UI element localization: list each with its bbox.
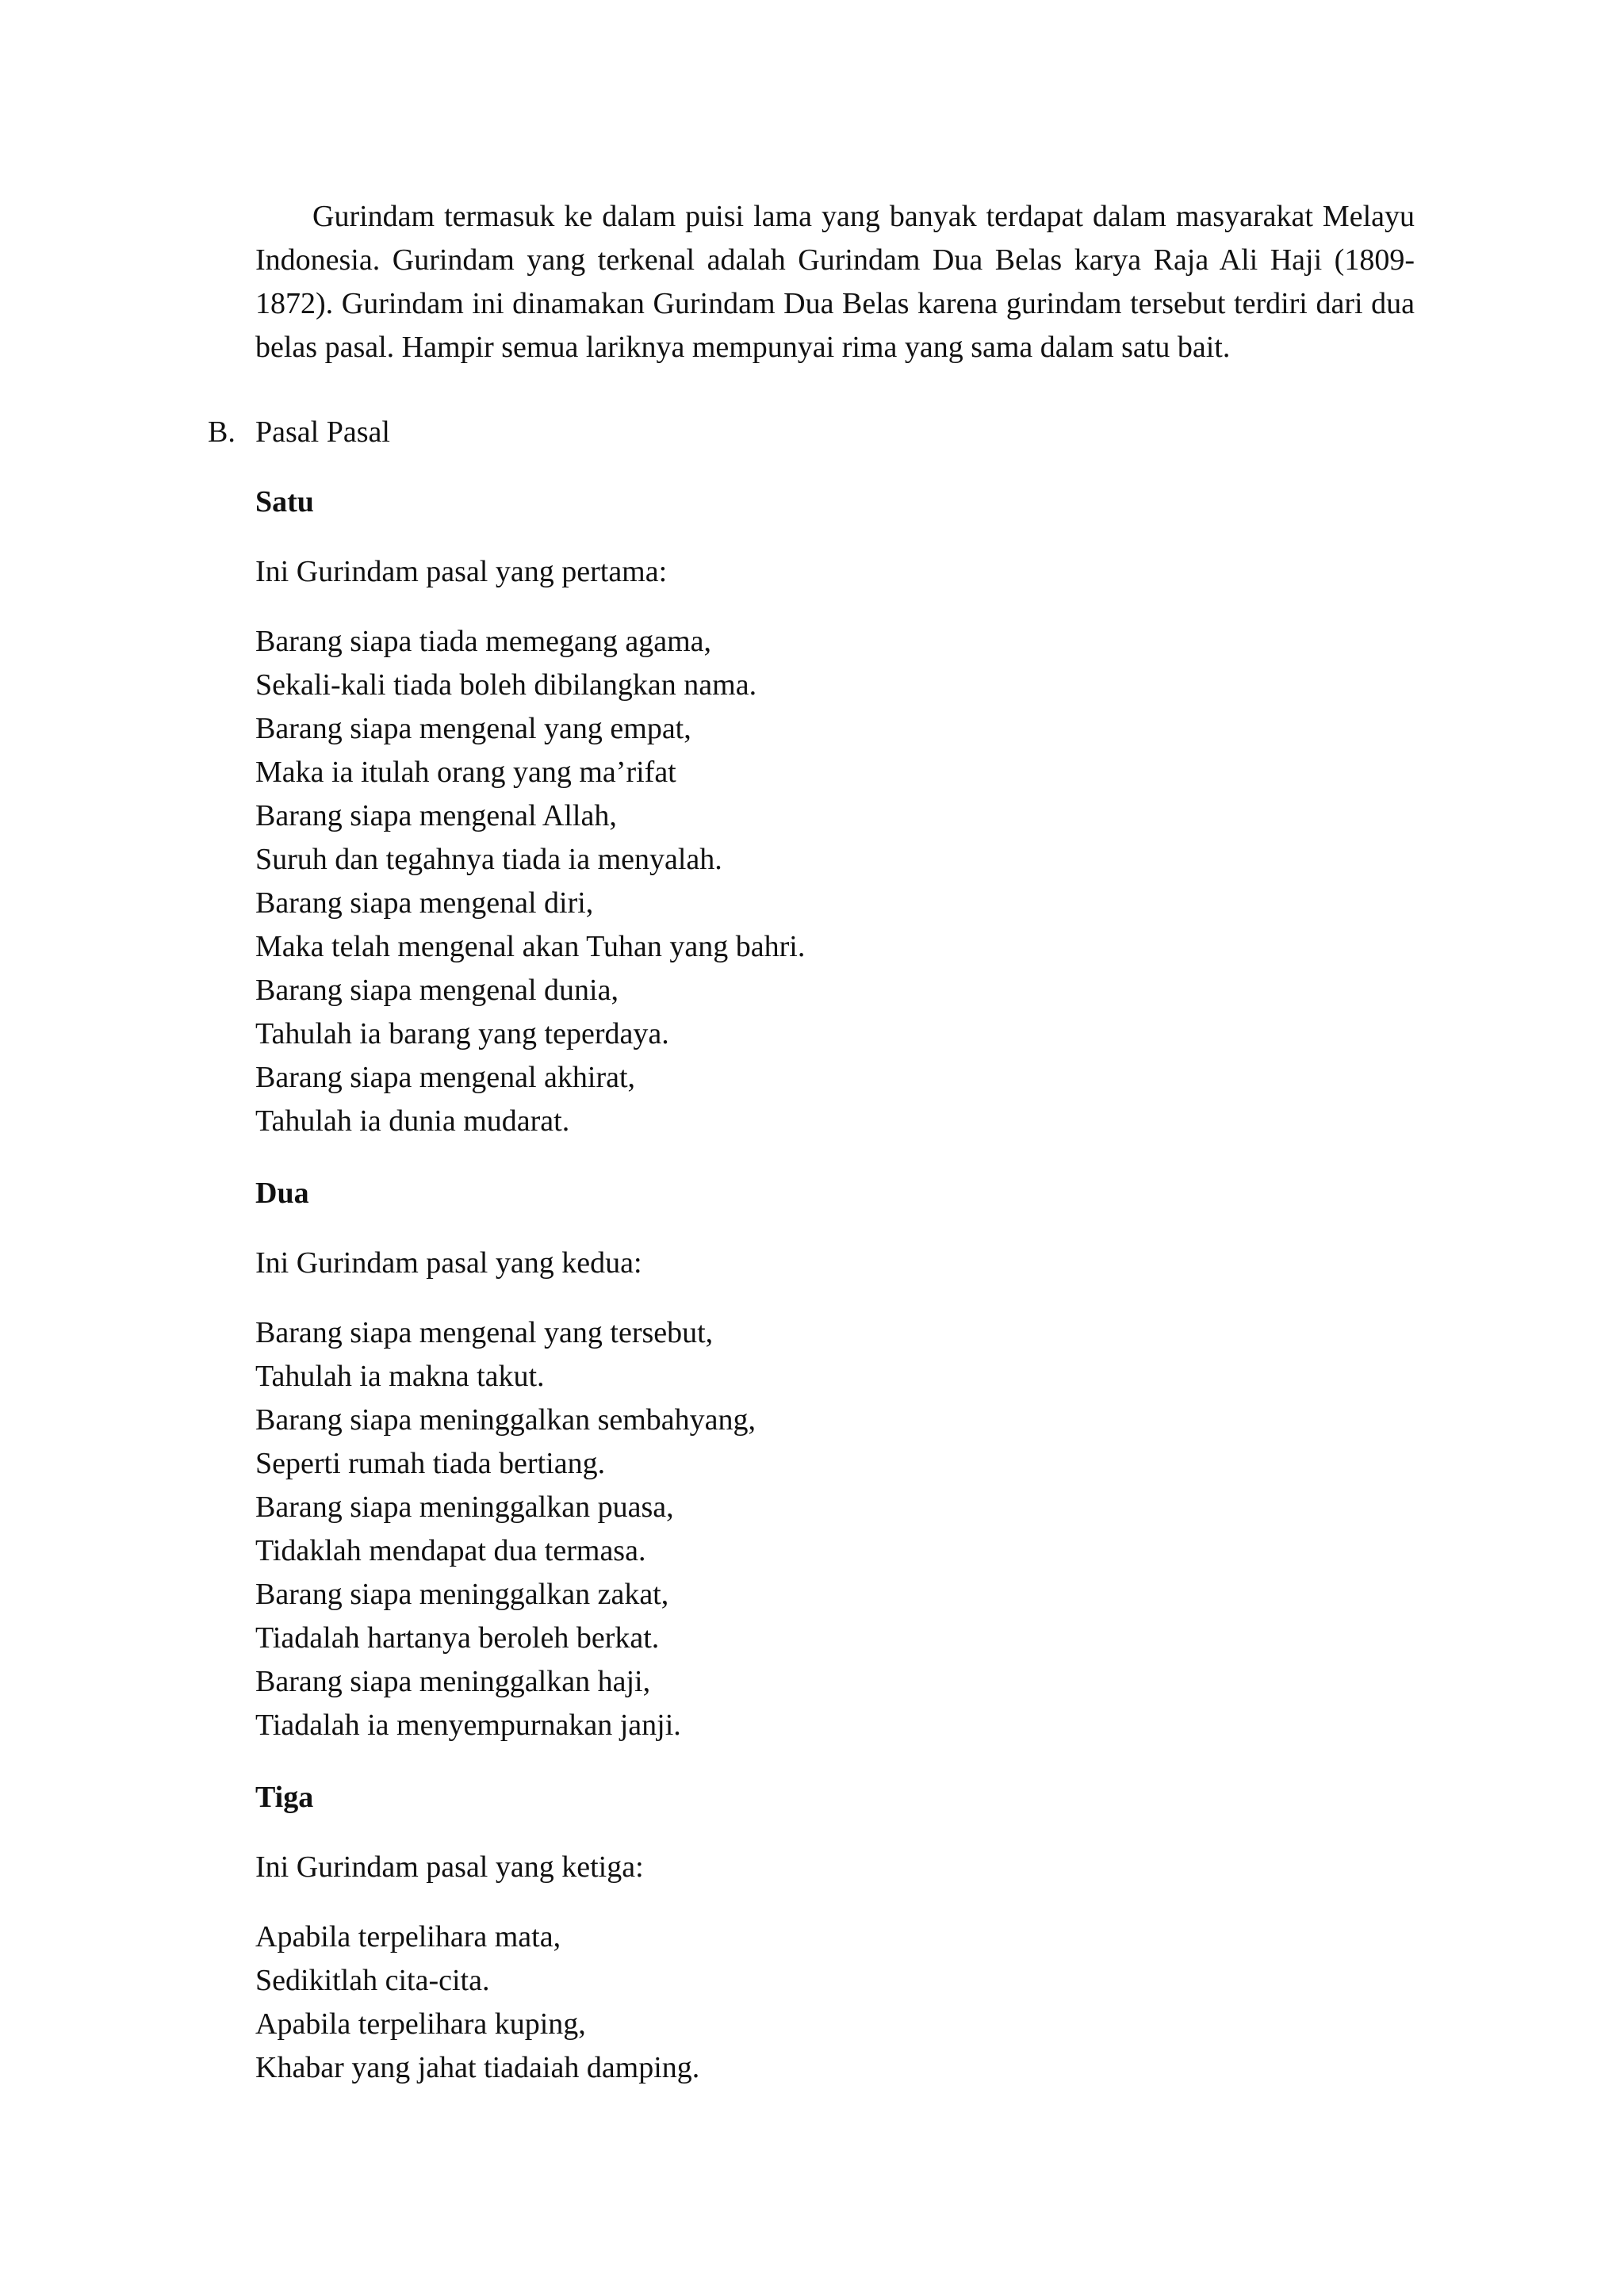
poem-line: Barang siapa mengenal dunia, bbox=[255, 974, 619, 1007]
section-title: Pasal Pasal bbox=[255, 415, 390, 449]
pasal-title: Satu bbox=[255, 485, 314, 519]
pasal-lines bbox=[255, 620, 1413, 1143]
poem-line: Maka ia itulah orang yang ma’rifat bbox=[255, 756, 676, 789]
poem-line: Tiadalah ia menyempurnakan janji. bbox=[255, 1709, 681, 1742]
pasal-intro: Ini Gurindam pasal yang ketiga: bbox=[255, 1850, 644, 1884]
poem-line: Sekali-kali tiada boleh dibilangkan nama. bbox=[255, 668, 757, 702]
pasal-title: Tiga bbox=[255, 1781, 314, 1814]
section-heading bbox=[208, 411, 390, 454]
poem-line: Tahulah ia barang yang teperdaya. bbox=[255, 1017, 669, 1050]
poem-line: Sedikitlah cita-cita. bbox=[255, 1964, 490, 1997]
pasal-lines bbox=[255, 1311, 1413, 1747]
section-marker: B. bbox=[208, 415, 236, 449]
pasal-lines bbox=[255, 1915, 1413, 2090]
intro-paragraph: Gurindam termasuk ke dalam puisi lama yang banyak terdapat dalam masyarakat Melayu Indonesia. Gurindam yang terkenal adalah Gurindam Dua Belas karya Raja Ali Haji (1809-1872). Gurindam ini dinamakan Gurindam Dua Belas karena gurindam tersebut terdiri dari dua belas pasal. Hampir semua lariknya mempunyai rima yang sama dalam satu bait. bbox=[255, 200, 1415, 364]
poem-line: Maka telah mengenal akan Tuhan yang bahri. bbox=[255, 930, 806, 963]
poem-line: Apabila terpelihara mata, bbox=[255, 1920, 561, 1954]
poem-line: Tidaklah mendapat dua termasa. bbox=[255, 1534, 646, 1567]
pasal-satu bbox=[255, 480, 1413, 1143]
poem-line: Barang siapa mengenal yang empat, bbox=[255, 712, 691, 745]
poem-line: Apabila terpelihara kuping, bbox=[255, 2007, 586, 2041]
poem-line: Barang siapa mengenal akhirat, bbox=[255, 1061, 636, 1094]
pasal-tiga bbox=[255, 1776, 1413, 2090]
poem-line: Barang siapa mengenal Allah, bbox=[255, 799, 617, 832]
poem-line: Barang siapa meninggalkan puasa, bbox=[255, 1490, 674, 1524]
pasal-intro: Ini Gurindam pasal yang pertama: bbox=[255, 555, 668, 588]
poem-line: Seperti rumah tiada bertiang. bbox=[255, 1447, 606, 1480]
poem-line: Barang siapa tiada memegang agama, bbox=[255, 625, 712, 658]
pasal-intro: Ini Gurindam pasal yang kedua: bbox=[255, 1246, 642, 1280]
poem-line: Tiadalah hartanya beroleh berkat. bbox=[255, 1621, 660, 1655]
poem-line: Suruh dan tegahnya tiada ia menyalah. bbox=[255, 843, 722, 876]
poem-line: Barang siapa mengenal yang tersebut, bbox=[255, 1316, 714, 1349]
pasal-title: Dua bbox=[255, 1177, 309, 1210]
poem-line: Barang siapa mengenal diri, bbox=[255, 886, 594, 920]
poem-line: Tahulah ia dunia mudarat. bbox=[255, 1104, 570, 1138]
poem-line: Barang siapa meninggalkan sembahyang, bbox=[255, 1403, 756, 1437]
poem-line: Tahulah ia makna takut. bbox=[255, 1360, 545, 1393]
poem-line: Barang siapa meninggalkan zakat, bbox=[255, 1578, 669, 1611]
pasal-dua bbox=[255, 1172, 1413, 1747]
poem-line: Barang siapa meninggalkan haji, bbox=[255, 1665, 651, 1698]
poem-line: Khabar yang jahat tiadaiah damping. bbox=[255, 2051, 700, 2084]
